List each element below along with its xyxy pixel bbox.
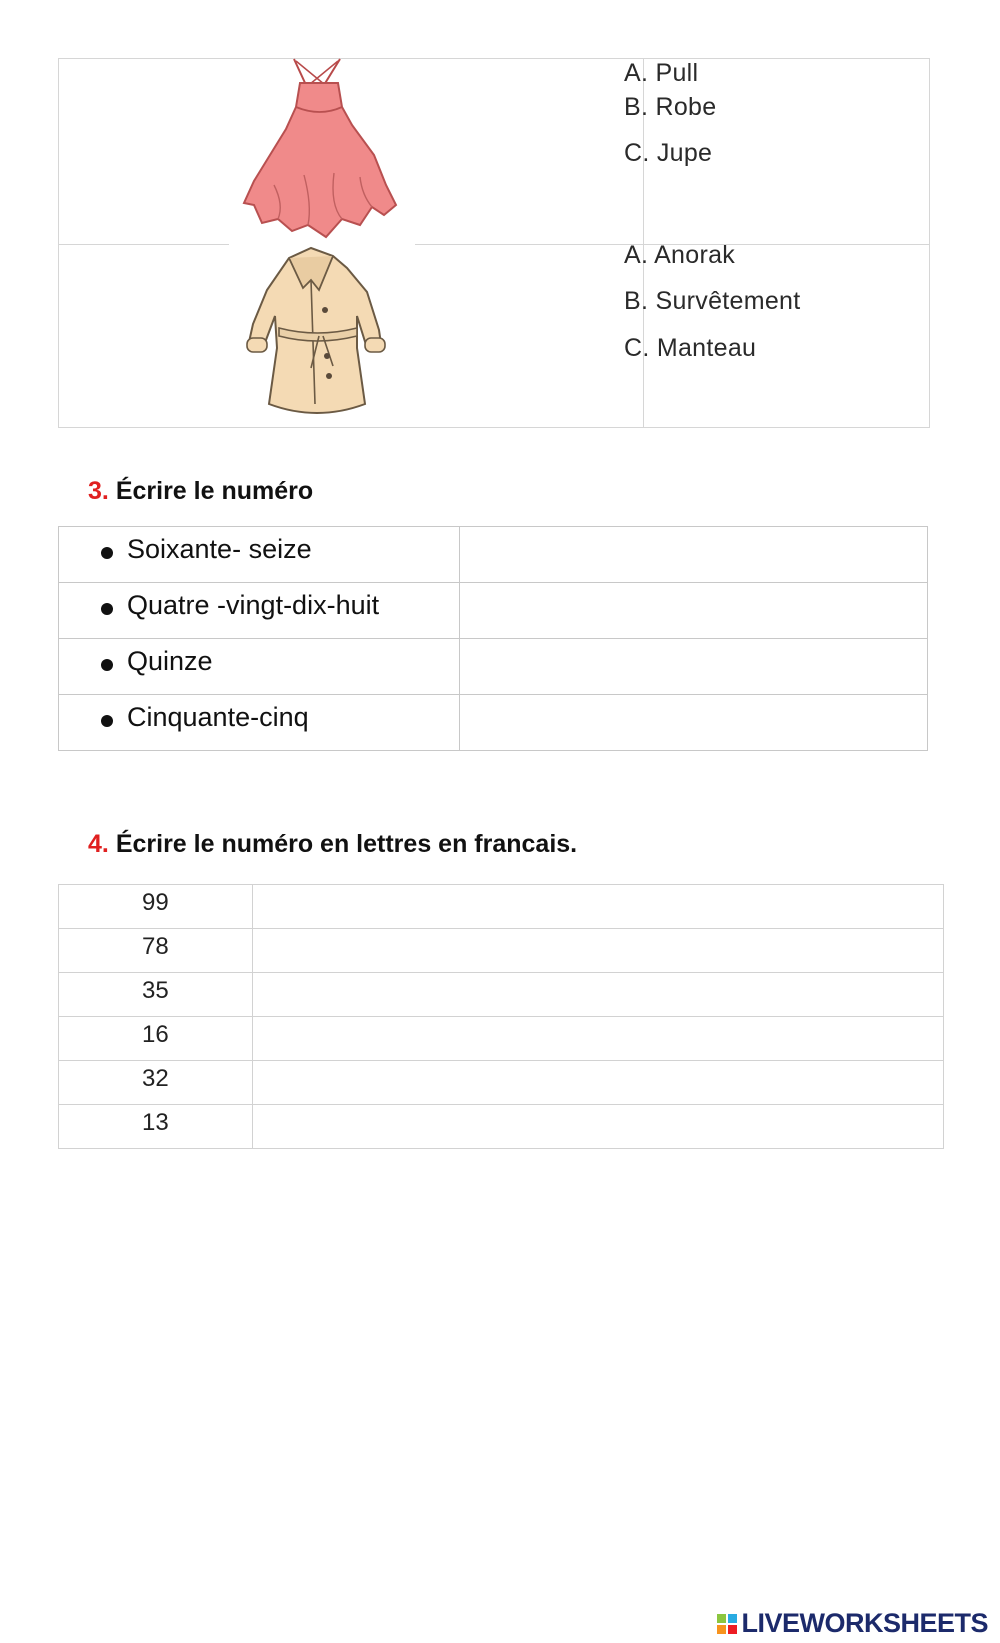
question3-heading (88, 477, 313, 506)
number-value: 78 (59, 929, 253, 973)
question4-table (58, 884, 944, 1149)
table-row (59, 695, 928, 751)
option-c-item2[interactable]: C. Manteau (624, 334, 757, 362)
logo-square (728, 1614, 737, 1623)
number-word: Cinquante-cinq (127, 701, 309, 732)
answer-field[interactable] (460, 639, 928, 695)
number-value: 35 (59, 973, 253, 1017)
table-row (59, 1061, 944, 1105)
bullet-icon (101, 603, 113, 615)
logo-square (728, 1625, 737, 1634)
bullet-icon (101, 547, 113, 559)
table-row (59, 583, 928, 639)
answer-field[interactable] (253, 1017, 944, 1061)
table-row (59, 527, 928, 583)
question3-table (58, 526, 928, 751)
number-word: Quinze (127, 645, 213, 676)
table-row (59, 1105, 944, 1149)
answer-field[interactable] (460, 583, 928, 639)
table-row-divider (59, 244, 229, 245)
option-b-item2[interactable]: B. Survêtement (624, 287, 801, 315)
table-row (59, 885, 944, 929)
logo-squares-icon (717, 1614, 737, 1634)
bullet-icon (101, 659, 113, 671)
liveworksheets-logo (717, 1608, 988, 1639)
table-row (59, 973, 944, 1017)
option-b-item1[interactable]: B. Robe (624, 93, 717, 121)
option-c-item1[interactable]: C. Jupe (624, 139, 713, 167)
option-a-item1[interactable]: A. Pull (624, 59, 699, 87)
table-row (59, 1017, 944, 1061)
number-value: 99 (59, 885, 253, 929)
question3-number: 3. (88, 477, 109, 505)
clothing-choice-table (58, 58, 930, 428)
number-value: 32 (59, 1061, 253, 1105)
logo-square (717, 1625, 726, 1634)
option-a-item2[interactable]: A. Anorak (624, 241, 736, 269)
number-word: Soixante- seize (127, 533, 312, 564)
beige-coat-picture (241, 244, 391, 419)
bullet-icon (101, 715, 113, 727)
question3-title: Écrire le numéro (115, 477, 314, 505)
answer-field[interactable] (253, 1061, 944, 1105)
table-row (59, 929, 944, 973)
pink-dress-picture (234, 55, 404, 245)
number-value: 13 (59, 1105, 253, 1149)
brand-name: LIVEWORKSHEETS (741, 1608, 988, 1638)
question4-number: 4. (88, 830, 109, 858)
answer-field[interactable] (253, 885, 944, 929)
logo-square (717, 1614, 726, 1623)
answer-field[interactable] (253, 929, 944, 973)
question4-heading (88, 830, 577, 859)
number-value: 16 (59, 1017, 253, 1061)
answer-field[interactable] (253, 1105, 944, 1149)
question4-title: Écrire le numéro en lettres en francais. (115, 830, 578, 858)
table-row (59, 639, 928, 695)
number-word: Quatre -vingt-dix-huit (127, 589, 380, 620)
answer-field[interactable] (460, 527, 928, 583)
answer-field[interactable] (460, 695, 928, 751)
answer-field[interactable] (253, 973, 944, 1017)
